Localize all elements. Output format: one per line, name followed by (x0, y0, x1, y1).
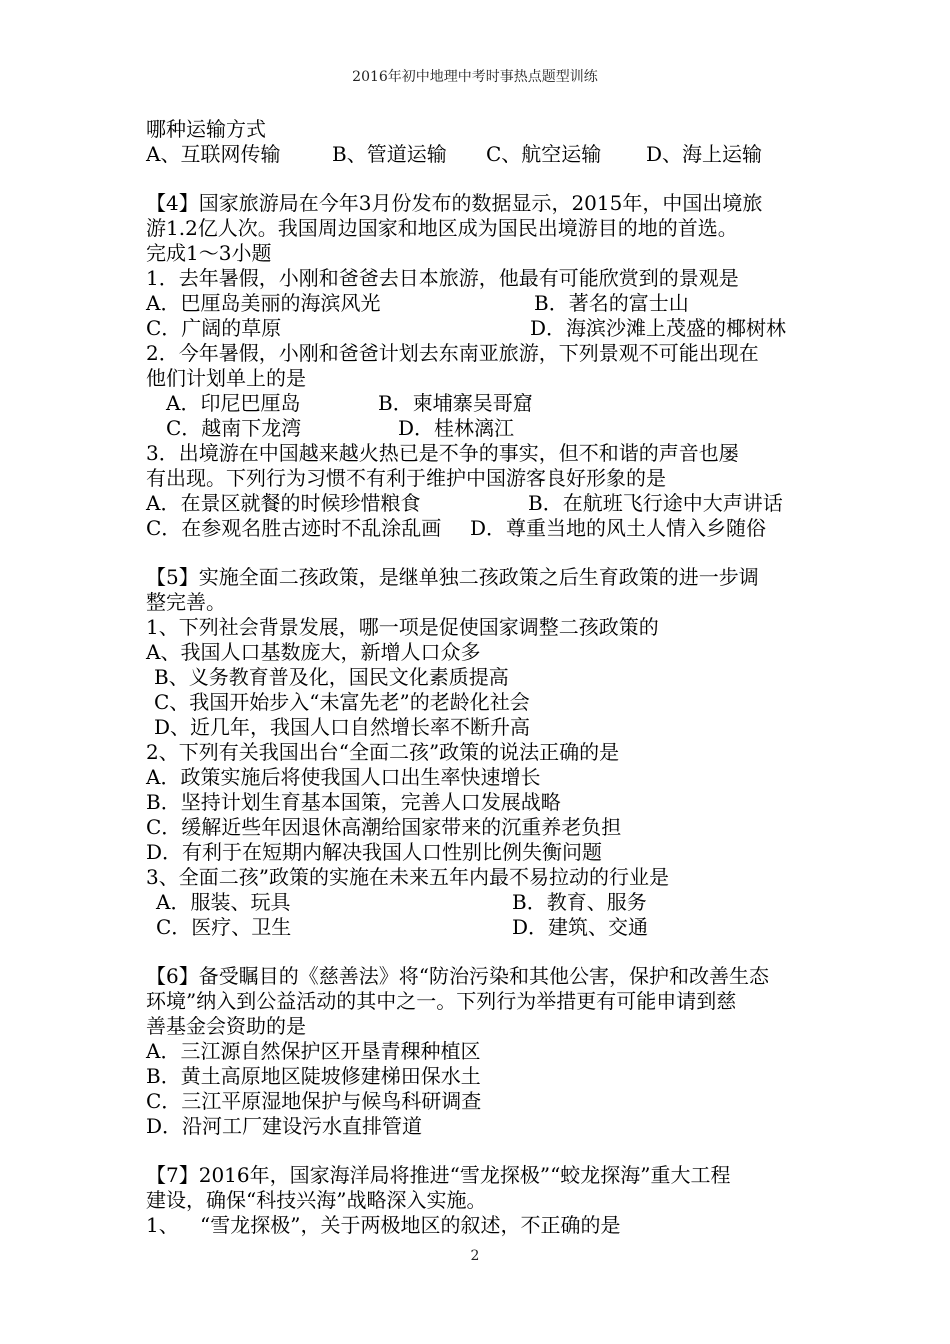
q6-intro-line: 【6】备受瞩目的《慈善法》将“防治污染和其他公害，保护和改善生态 (146, 964, 769, 988)
q5-3-options-row2 (146, 915, 826, 940)
q4-1-stem: 1．去年暑假，小刚和爸爸去日本旅游，他最有可能欣赏到的景观是 (146, 266, 739, 290)
q5-1-stem: 1、下列社会背景发展，哪一项是促使国家调整二孩政策的 (146, 615, 659, 639)
q4-3-option-d: D．尊重当地的风土人情入乡随俗 (470, 516, 767, 540)
page-number: 2 (470, 1248, 480, 1264)
q5-3-option-a: A．服装、玩具 (156, 890, 291, 914)
q5-1-option-c: C、我国开始步入“未富先老”的老龄化社会 (154, 690, 530, 714)
q7-1-number: 1、 (146, 1213, 179, 1237)
document-body (146, 117, 826, 1238)
q4-3-option-c: C．在参观名胜古迹时不乱涂乱画 (146, 516, 442, 540)
q4-3-option-b: B．在航班飞行途中大声讲话 (528, 491, 783, 515)
q4-intro-line: 完成1～3小题 (146, 241, 272, 265)
q4-1-option-c: C．广阔的草原 (146, 316, 282, 340)
q5-3-option-b: B．教育、服务 (512, 890, 647, 914)
q4-2-stem: 他们计划单上的是 (146, 366, 306, 390)
q4-3-options-row2 (146, 516, 826, 541)
q5-1-option-a: A、我国人口基数庞大，新增人口众多 (146, 640, 481, 664)
q7-1-stem-row (146, 1213, 826, 1238)
q6-option-b: B．黄土高原地区陡坡修建梯田保水土 (146, 1064, 481, 1088)
q3-option-a: A、互联网传输 (146, 142, 281, 166)
q4-1-option-a: A．巴厘岛美丽的海滨风光 (146, 291, 381, 315)
q4-2-option-b: B．柬埔寨吴哥窟 (378, 391, 533, 415)
q4-2-options-row2 (146, 416, 826, 441)
q4-intro-line: 【4】国家旅游局在今年3月份发布的数据显示，2015年，中国出境旅 (146, 191, 763, 215)
q5-intro-line: 整完善。 (146, 590, 226, 614)
q4-1-options-row1 (146, 291, 826, 316)
q4-1-option-b: B．著名的富士山 (534, 291, 689, 315)
q5-2-option-c: C．缓解近些年因退休高潮给国家带来的沉重养老负担 (146, 815, 622, 839)
q3-option-b: B、管道运输 (332, 142, 447, 166)
q4-3-options-row1 (146, 491, 826, 516)
q7-1-stem: “雪龙探极”，关于两极地区的叙述，不正确的是 (200, 1213, 621, 1237)
q5-intro-line: 【5】实施全面二孩政策，是继单独二孩政策之后生育政策的进一步调 (146, 565, 759, 589)
q6-intro-line: 环境”纳入到公益活动的其中之一。下列行为举措更有可能申请到慈 (146, 989, 737, 1013)
q7-intro-line: 建设，确保“科技兴海”战略深入实施。 (146, 1188, 487, 1212)
q3-option-d: D、海上运输 (646, 142, 763, 166)
q6-intro-line: 善基金会资助的是 (146, 1014, 306, 1038)
q3-option-c: C、航空运输 (486, 142, 602, 166)
q5-2-option-a: A．政策实施后将使我国人口出生率快速增长 (146, 765, 541, 789)
q5-3-option-c: C．医疗、卫生 (156, 915, 292, 939)
q6-option-c: C．三江平原湿地保护与候鸟科研调查 (146, 1089, 482, 1113)
q6-option-a: A．三江源自然保护区开垦青稞种植区 (146, 1039, 481, 1063)
q4-2-option-a: A．印尼巴厘岛 (166, 391, 301, 415)
q5-3-option-d: D．建筑、交通 (512, 915, 649, 939)
q5-3-options-row1 (146, 890, 826, 915)
q4-2-stem: 2．今年暑假，小刚和爸爸计划去东南亚旅游，下列景观不可能出现在 (146, 341, 759, 365)
q4-3-stem: 有出现。下列行为习惯不有利于维护中国游客良好形象的是 (146, 466, 666, 490)
q4-3-option-a: A．在景区就餐的时候珍惜粮食 (146, 491, 421, 515)
q6-option-d: D．沿河工厂建设污水直排管道 (146, 1114, 423, 1138)
q7-intro-line: 【7】2016年，国家海洋局将推进“雪龙探极”“蛟龙探海”重大工程 (146, 1163, 731, 1187)
q5-1-option-d: D、近几年，我国人口自然增长率不断升高 (154, 715, 531, 739)
q4-1-options-row2 (146, 316, 826, 341)
q4-2-option-c: C．越南下龙湾 (166, 416, 302, 440)
q4-1-option-d: D．海滨沙滩上茂盛的椰树林 (530, 316, 787, 340)
q4-2-option-d: D．桂林漓江 (398, 416, 515, 440)
q3-stem: 哪种运输方式 (146, 117, 266, 141)
q3-options (146, 142, 826, 167)
q5-2-option-b: B．坚持计划生育基本国策，完善人口发展战略 (146, 790, 561, 814)
q5-2-stem: 2、下列有关我国出台“全面二孩”政策的说法正确的是 (146, 740, 620, 764)
q5-1-option-b: B、义务教育普及化，国民文化素质提高 (154, 665, 509, 689)
q4-3-stem: 3．出境游在中国越来越火热已是不争的事实，但不和谐的声音也屡 (146, 441, 739, 465)
q4-2-options-row1 (146, 391, 826, 416)
q4-intro-line: 游1.2亿人次。我国周边国家和地区成为国民出境游目的地的首选。 (146, 216, 738, 240)
q5-2-option-d: D．有利于在短期内解决我国人口性别比例失衡问题 (146, 840, 603, 864)
q5-3-stem: 3、全面二孩”政策的实施在未来五年内最不易拉动的行业是 (146, 865, 669, 889)
page-header: 2016年初中地理中考时事热点题型训练 (352, 69, 598, 85)
